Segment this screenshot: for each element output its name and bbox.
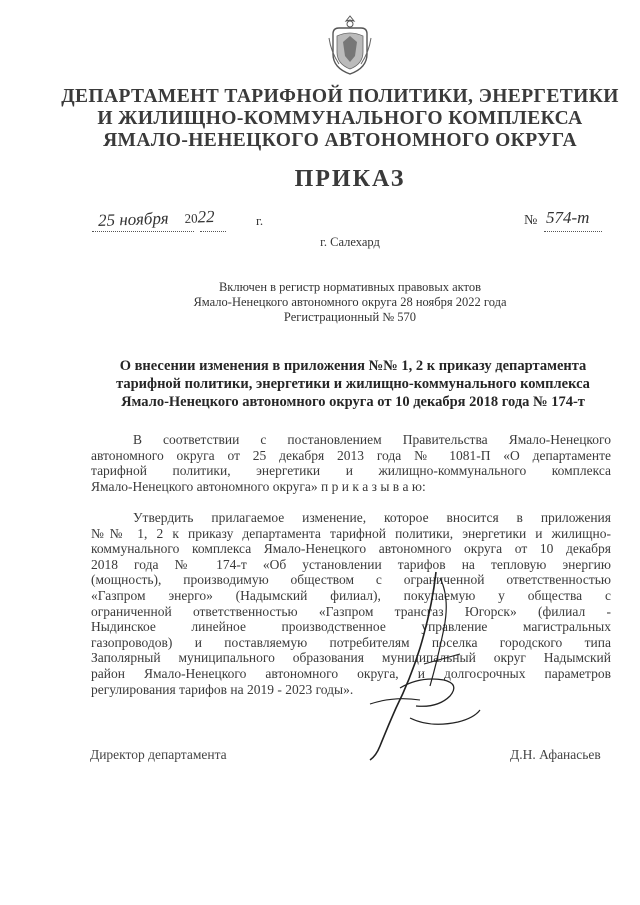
- subject-line: О внесении изменения в приложения №№ 1, 2 к приказу департамента: [119, 358, 587, 374]
- date-underline: [92, 231, 194, 232]
- paragraph-line: Ямало-Ненецкого автономного округа» п р и к а з ы в а ю:: [91, 478, 426, 494]
- registration-line: Регистрационный № 570: [283, 310, 417, 324]
- paragraph-line: Заполярный муниципального образования муниципальный округ Надымский: [91, 650, 611, 666]
- department-line: И ЖИЛИЩНО-КОММУНАЛЬНОГО КОМПЛЕКСА: [97, 108, 583, 129]
- paragraph-line: В соответствии с постановлением Правительства Ямало-Ненецкого: [133, 432, 611, 447]
- registration-stamp: [140, 280, 560, 325]
- handwritten-year: [184, 207, 215, 227]
- paragraph-line: Ныдинское линейное производственное управление магистральных: [91, 619, 611, 635]
- printed-year-prefix: 20: [184, 210, 198, 227]
- preamble-paragraph: [91, 432, 611, 494]
- paragraph-line: 2018 года № 174-т «Об установлении тарифов на тепловую энергию: [91, 556, 611, 572]
- handwritten-year-digits: 22: [197, 206, 215, 227]
- signatory-position: Директор департамента: [90, 747, 227, 762]
- paragraph-line: тарифной политики, энергетики и жилищно-коммунального комплекса: [91, 463, 611, 479]
- subject-line: тарифной политики, энергетики и жилищно-коммунального комплекса: [116, 376, 590, 392]
- city: г. Салехард: [320, 235, 380, 249]
- paragraph-line: газопроводов) и поставляемую потребителям поселка городского типа: [91, 634, 611, 650]
- registration-line: Включен в регистр нормативных правовых актов: [218, 280, 482, 294]
- year-underline: [200, 231, 226, 232]
- document-number: [524, 207, 604, 237]
- order-subject: [86, 357, 620, 411]
- paragraph-line: (мощность), производимую обществом с ограниченной ответственностью: [91, 572, 611, 588]
- department-line: ДЕПАРТАМЕНТ ТАРИФНОЙ ПОЛИТИКИ, ЭНЕРГЕТИКИ: [61, 86, 619, 107]
- signatory-name: Д.Н. Афанасьев: [510, 747, 601, 762]
- paragraph-line: регулирования тарифов на 2019 - 2023 годы».: [91, 681, 354, 697]
- paragraph-line: автономного округа от 25 декабря 2013 года № 1081-П «О департаменте: [91, 447, 611, 463]
- paragraph-line: коммунального комплекса Ямало-Ненецкого автономного округа от 10 декабря: [91, 541, 611, 557]
- coat-of-arms-emblem: [325, 12, 375, 78]
- handwritten-date: [98, 207, 215, 231]
- document-type-title: ПРИКАЗ: [294, 166, 406, 192]
- document-date: [92, 207, 272, 237]
- paragraph-line: «Газпром энерго» (Надымский филиал), покупаемую у общества с: [91, 587, 611, 603]
- handwritten-day-month: 25 ноября: [97, 208, 169, 231]
- handwritten-signature: [340, 568, 490, 763]
- handwritten-number: 574-т: [546, 208, 590, 227]
- registration-line: Ямало-Ненецкого автономного округа 28 ноября 2022 года: [193, 295, 507, 309]
- number-underline: [544, 231, 602, 232]
- paragraph-line: район Ямало-Ненецкого автономного округа, и долгосрочных параметров: [91, 665, 611, 681]
- paragraph-line: ограниченной ответственностью «Газпром трансгаз Югорск» (филиал -: [91, 603, 611, 619]
- printed-year-suffix: г.: [256, 213, 264, 228]
- paragraph-line: №№ 1, 2 к приказу департамента тарифной политики, энергетики и жилищно-: [91, 525, 611, 541]
- number-sign: №: [524, 213, 538, 228]
- subject-line: Ямало-Ненецкого автономного округа от 10 декабря 2018 года № 174-т: [121, 394, 585, 410]
- department-name: [60, 86, 620, 152]
- paragraph-line: Утвердить прилагаемое изменение, которое вносится в приложения: [133, 510, 611, 525]
- department-line: ЯМАЛО-НЕНЕЦКОГО АВТОНОМНОГО ОКРУГА: [103, 130, 577, 151]
